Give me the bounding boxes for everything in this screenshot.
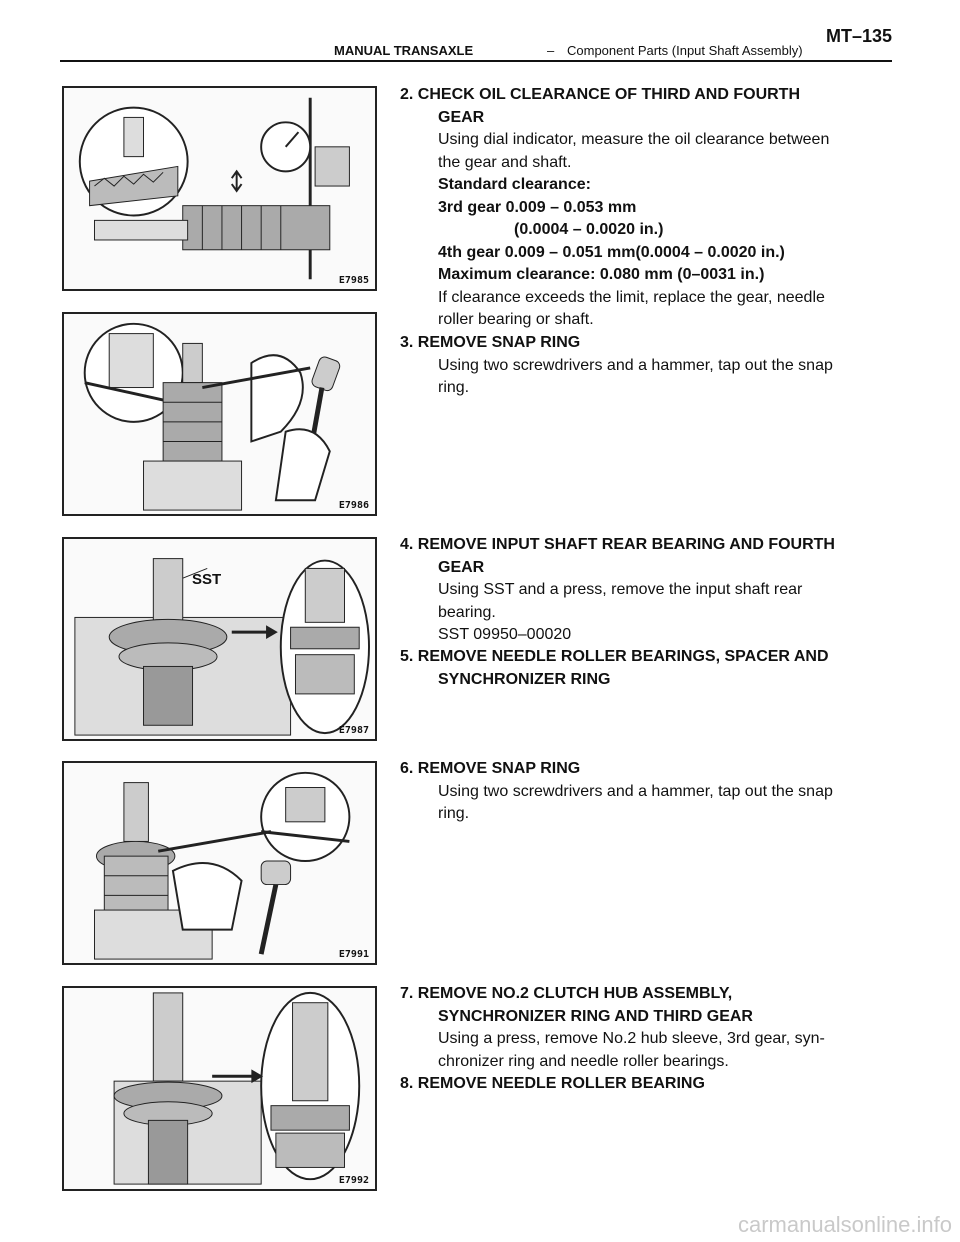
figure-snap-ring-removal-2 [62, 761, 377, 965]
step-4-text: Using SST and a press, remove the input shaft rear [438, 581, 803, 598]
step-8-title: 8. REMOVE NEEDLE ROLLER BEARING [400, 1075, 705, 1092]
step-7-text: Using a press, remove No.2 hub sleeve, 3rd gear, syn- [438, 1030, 825, 1047]
figure-press-sst [62, 537, 377, 741]
fourth-gear-spec: 4th gear 0.009 – 0.051 mm(0.0004 – 0.0020 in.) [438, 243, 785, 261]
figure-code: E7992 [338, 1175, 369, 1186]
press-sst-illustration [64, 539, 375, 739]
step-7 [400, 983, 880, 1073]
step-2-text: Using dial indicator, measure the oil clearance between [438, 131, 830, 148]
step-6 [400, 758, 880, 826]
step-3 [400, 332, 880, 400]
figure-dial-indicator [62, 86, 377, 291]
step-4-title: 4. REMOVE INPUT SHAFT REAR BEARING AND FOURTH [400, 536, 835, 553]
header-rule [60, 60, 892, 62]
step-5-title-cont: SYNCHRONIZER RING [438, 670, 611, 688]
sst-label: SST [192, 571, 222, 588]
step-3-text: Using two screwdrivers and a hammer, tap out the snap [438, 356, 833, 374]
snap-ring-removal-illustration [64, 314, 375, 514]
step-2-text: the gear and shaft. [438, 153, 572, 171]
step-4-text: bearing. [438, 603, 496, 621]
figure-snap-ring-removal [62, 312, 377, 516]
step-6-title: 6. REMOVE SNAP RING [400, 760, 581, 777]
step-2-text: If clearance exceeds the limit, replace the gear, needle [438, 288, 825, 306]
header-section: MANUAL TRANSAXLE [334, 43, 474, 58]
page-header [60, 22, 892, 62]
step-2 [400, 84, 880, 332]
snap-ring-removal-2-illustration [64, 763, 375, 963]
step-4-title-cont: GEAR [438, 558, 485, 576]
figure-press-hub [62, 986, 377, 1191]
step-5-title: 5. REMOVE NEEDLE ROLLER BEARINGS, SPACER AND [400, 648, 829, 665]
step-4 [400, 534, 880, 647]
step-2-text: roller bearing or shaft. [438, 311, 594, 328]
header-separator: – [547, 43, 555, 58]
third-gear-spec: 3rd gear 0.009 – 0.053 mm [438, 198, 637, 216]
press-hub-illustration [64, 988, 375, 1189]
step-3-title: 3. REMOVE SNAP RING [400, 334, 581, 351]
sst-number: SST 09950–00020 [438, 626, 572, 643]
step-7-title: 7. REMOVE NO.2 CLUTCH HUB ASSEMBLY, [400, 985, 733, 1002]
figure-code: E7986 [338, 500, 369, 511]
step-2-title: 2. CHECK OIL CLEARANCE OF THIRD AND FOURTH [400, 86, 800, 103]
maximum-clearance-spec: Maximum clearance: 0.080 mm (0–0031 in.) [438, 266, 765, 283]
step-6-text: ring. [438, 805, 470, 822]
header-subsection: Component Parts (Input Shaft Assembly) [567, 43, 803, 58]
dial-indicator-illustration [64, 88, 375, 289]
step-2-title-cont: GEAR [438, 108, 485, 126]
figure-code: E7985 [338, 275, 369, 286]
third-gear-spec-inches: (0.0004 – 0.0020 in.) [514, 221, 664, 238]
figure-code: E7991 [338, 949, 369, 960]
step-6-text: Using two screwdrivers and a hammer, tap out the snap [438, 782, 833, 800]
standard-clearance-label: Standard clearance: [438, 176, 591, 193]
step-7-title-cont: SYNCHRONIZER RING AND THIRD GEAR [438, 1007, 753, 1025]
page-number: MT–135 [825, 26, 892, 46]
step-3-text: ring. [438, 379, 470, 396]
step-8 [400, 1073, 880, 1096]
step-7-text: chronizer ring and needle roller bearings. [438, 1052, 729, 1070]
site-watermark: carmanualsonline.info [737, 1212, 952, 1237]
step-5 [400, 646, 880, 691]
figure-code: E7987 [338, 725, 369, 736]
